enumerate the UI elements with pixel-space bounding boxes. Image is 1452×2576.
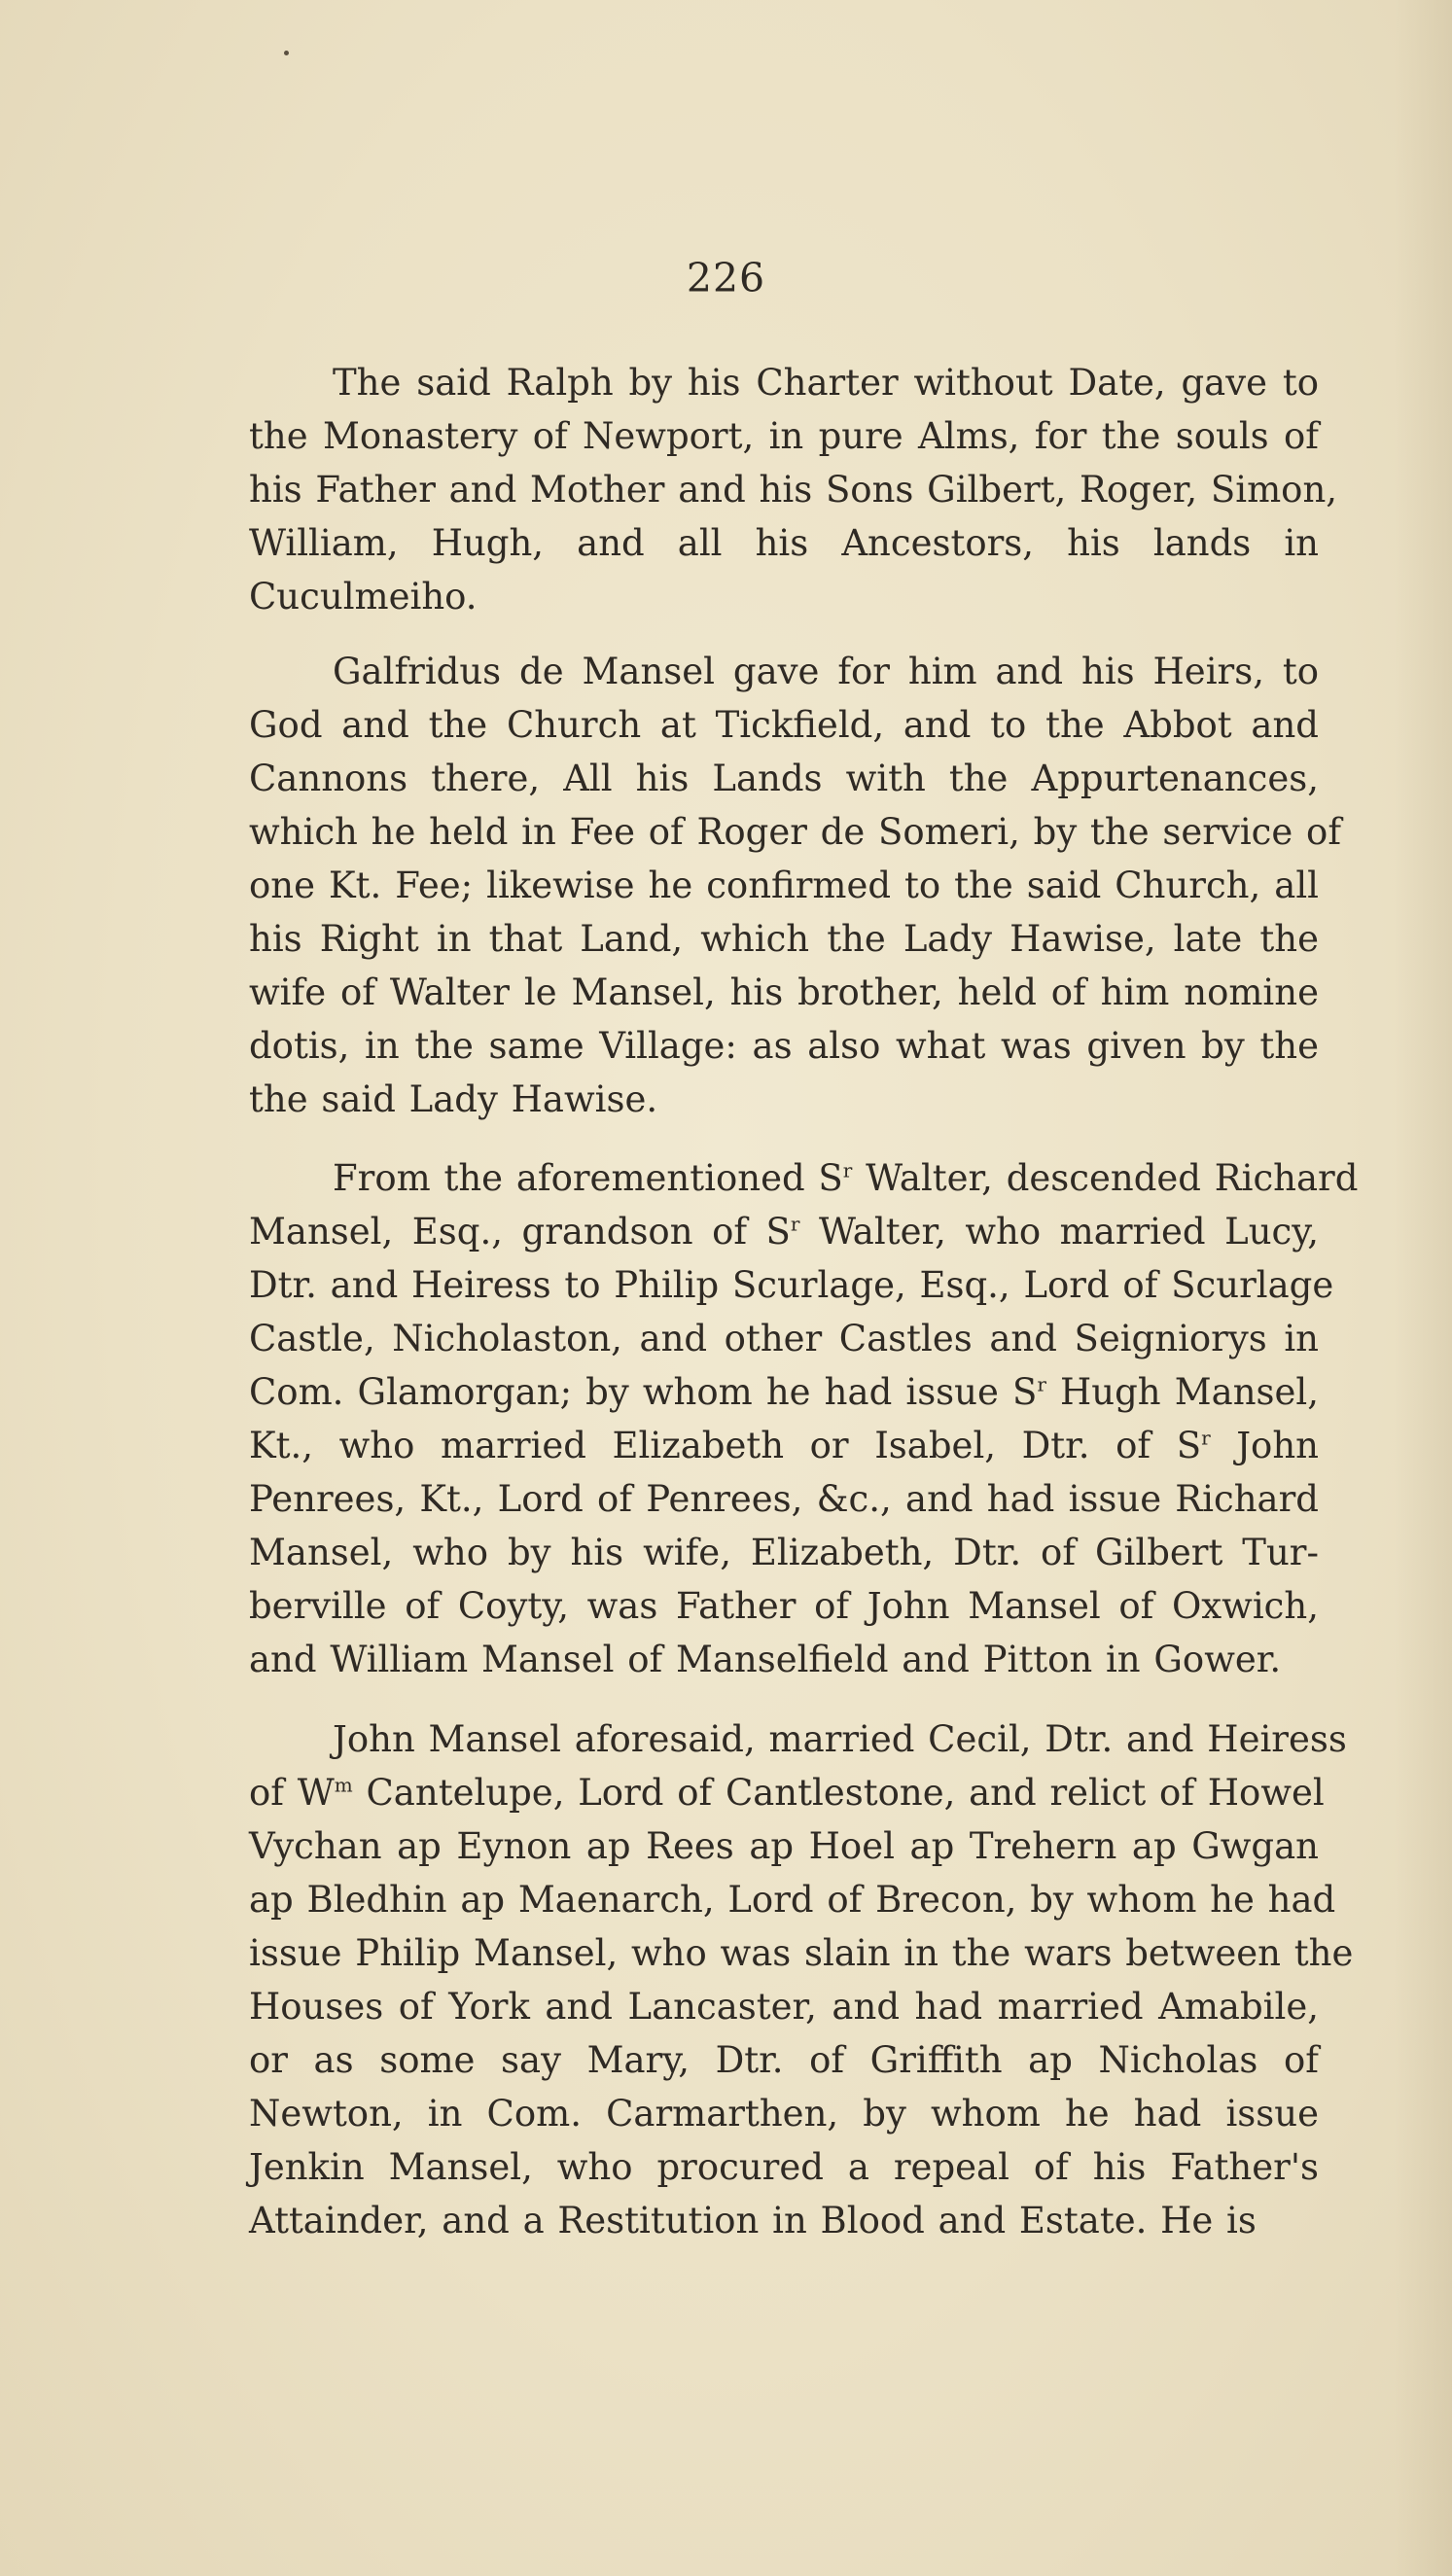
text-line: his Right in that Land, which the Lady Hawise, late the: [249, 918, 1319, 960]
text-line: Cannons there, All his Lands with the Appurtenances,: [249, 758, 1319, 799]
text-line: berville of Coyty, was Father of John Mansel of Oxwich,: [249, 1585, 1319, 1627]
text-line: Penrees, Kt., Lord of Penrees, &c., and had issue Richard: [249, 1478, 1319, 1520]
text-line: issue Philip Mansel, who was slain in the wars between the: [249, 1932, 1354, 1974]
text-line: of $W^m$ Cantelupe, Lord of Cantlestone, and relict of Howel: [249, 1772, 1325, 1814]
text-line: Galfridus de Mansel gave for him and his Heirs, to: [333, 651, 1319, 692]
page-number: 226: [686, 255, 766, 301]
ink-speck: [284, 51, 289, 55]
text-line: Newton, in Com. Carmarthen, by whom he had issue: [249, 2093, 1319, 2135]
text-line: William, Hugh, and all his Ancestors, his lands in: [249, 522, 1319, 564]
text-line: the said Lady Hawise.: [249, 1078, 658, 1120]
paragraph-3: [249, 1151, 1359, 1686]
text-line: Attainder, and a Restitution in Blood and Estate. He is: [249, 2200, 1257, 2241]
text-line: wife of Walter le Mansel, his brother, held of him nomine: [249, 971, 1319, 1013]
page-edge-shadow: [1394, 0, 1452, 2576]
paragraph-1: [249, 356, 1338, 623]
text-line: the Monastery of Newport, in pure Alms, for the souls of: [249, 415, 1319, 457]
text-line: God and the Church at Tickfield, and to the Abbot and: [249, 704, 1319, 746]
text-line: John Mansel aforesaid, married Cecil, Dtr. and Heiress: [333, 1718, 1347, 1760]
text-line: The said Ralph by his Charter without Date, gave to: [333, 362, 1319, 404]
text-line: ap Bledhin ap Maenarch, Lord of Brecon, by whom he had: [249, 1879, 1336, 1921]
text-line: which he held in Fee of Roger de Someri, by the service of: [249, 811, 1342, 853]
text-line: Com. Glamorgan; by whom he had issue $S^r$ Hugh Mansel,: [249, 1371, 1319, 1413]
text-line: Kt., who married Elizabeth or Isabel, Dtr. of $S^r$ John: [249, 1425, 1319, 1466]
text-line: and William Mansel of Manselfield and Pitton in Gower.: [249, 1639, 1282, 1680]
text-line: one Kt. Fee; likewise he confirmed to the said Church, all: [249, 865, 1319, 906]
text-line: or as some say Mary, Dtr. of Griffith ap Nicholas of: [249, 2039, 1319, 2081]
text-line: Houses of York and Lancaster, and had married Amabile,: [249, 1986, 1319, 2028]
paragraph-4: [249, 1712, 1354, 2247]
text-line: Dtr. and Heiress to Philip Scurlage, Esq., Lord of Scurlage: [249, 1264, 1334, 1306]
text-line: Cuculmeiho.: [249, 576, 478, 618]
text-line: Mansel, Esq., grandson of $S^r$ Walter, who married Lucy,: [249, 1211, 1319, 1253]
text-line: Jenkin Mansel, who procured a repeal of his Father's: [249, 2146, 1319, 2188]
text-line: his Father and Mother and his Sons Gilbert, Roger, Simon,: [249, 469, 1338, 511]
text-line: Mansel, who by his wife, Elizabeth, Dtr. of Gilbert Tur-: [249, 1532, 1319, 1573]
text-line: From the aforementioned $S^r$ Walter, descended Richard: [333, 1157, 1359, 1199]
text-line: dotis, in the same Village: as also what was given by the: [249, 1025, 1319, 1067]
text-line: Castle, Nicholaston, and other Castles and Seigniorys in: [249, 1318, 1319, 1359]
text-line: Vychan ap Eynon ap Rees ap Hoel ap Trehern ap Gwgan: [249, 1825, 1319, 1867]
paragraph-2: [249, 645, 1342, 1126]
